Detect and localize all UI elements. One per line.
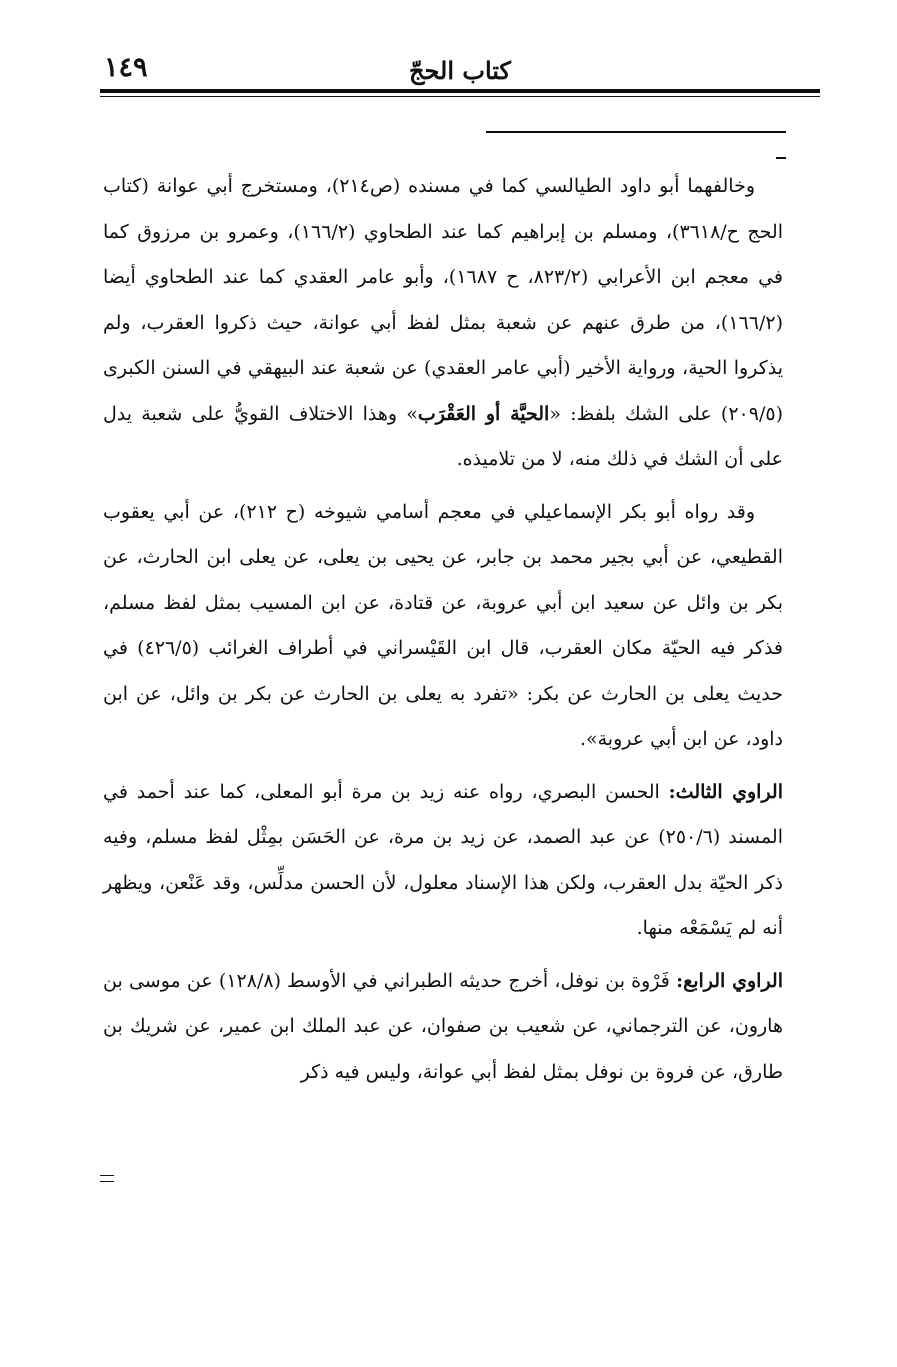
paragraph-1-bold-quote: الحيَّة أو العَقْرَب (417, 402, 550, 425)
paragraph-4 (103, 959, 783, 1096)
paragraph-3-lead: الراوي الثالث: (668, 780, 783, 803)
paragraph-4-lead: الراوي الرابع: (676, 969, 783, 992)
paragraph-1-end: » وهذا الاختلاف القويُّ على شعبة يدل على أن الشك في ذلك منه، لا من تلاميذه. (103, 402, 783, 470)
paragraph-1-text: وخالفهما أبو داود الطيالسي كما في مسنده (ص٢١٤)، ومستخرج أبي عوانة (كتاب الحج ح/٣٦١٨)، ومسلم بن إبراهيم كما عند الطحاوي (١٦٦/٢)، وعمرو بن مرزوق كما في معجم ابن الأعرابي (٨٢٣/٢، ح ١٦٨٧)، وأبو عامر العقدي كما عند الطحاوي أيضا (١٦٦/٢)، من طرق عنهم عن شعبة بمثل لفظ أبي عوانة، حيث ذكروا العقرب، ولم يذكروا الحية، ورواية الأخير (أبي عامر العقدي) عن شعبة عند البيهقي في السنن الكبرى (٢٠٩/٥) على الشك بلفظ: « (103, 175, 783, 425)
header-rule-thick (100, 89, 820, 93)
running-title: كتاب الحجّ (409, 56, 511, 85)
header-rule-thin (100, 96, 820, 97)
page-header (100, 48, 820, 88)
paragraph-2 (103, 490, 783, 763)
paragraph-3-text: الحسن البصري، رواه عنه زيد بن مرة أبو المعلى، كما عند أحمد في المسند (٢٥٠/٦) عن عبد الصمد، عن زيد بن مرة، عن الحَسَن بمِثْل لفظ مسلم، وفيه ذكر الحيّة بدل العقرب، ولكن هذا الإسناد معلول، لأن الحسن مدلِّس، وقد عَنْعن، ويظهر أنه لم يَسْمَعْه منها. (103, 780, 783, 939)
paragraph-4-text: فَرْوة بن نوفل، أخرج حديثه الطبراني في الأوسط (١٢٨/٨) عن موسى بن هارون، عن الترجماني، عن شعيب بن صفوان، عن عبد الملك ابن عمير، عن شريك بن طارق، عن فروة بن نوفل بمثل لفظ أبي عوانة، وليس فيه ذكر (103, 969, 783, 1083)
body-text (103, 164, 783, 1095)
paragraph-3 (103, 770, 783, 952)
continuation-mark-bottom (100, 1175, 114, 1182)
paragraph-2-text: وقد رواه أبو بكر الإسماعيلي في معجم أسامي شيوخه (ح ٢١٢)، عن أبي يعقوب القطيعي، عن أبي بجير محمد بن جابر، عن يحيى بن يعلى، عن يعلى ابن الحارث، عن بكر بن وائل عن سعيد ابن أبي عروبة، عن قتادة، عن ابن المسيب بمثل لفظ مسلم، فذكر فيه الحيّة مكان العقرب، قال ابن القَيْسراني في أطراف الغرائب (٤٢٦/٥) في حديث يعلى بن الحارث عن بكر: «تفرد به يعلى بن الحارث عن بكر بن وائل، عن ابن داود، عن ابن أبي عروبة». (103, 500, 784, 750)
footnote-separator (486, 131, 786, 133)
continuation-mark-top (776, 157, 786, 159)
paragraph-1 (103, 164, 783, 483)
page-number: ١٤٩ (104, 52, 148, 83)
